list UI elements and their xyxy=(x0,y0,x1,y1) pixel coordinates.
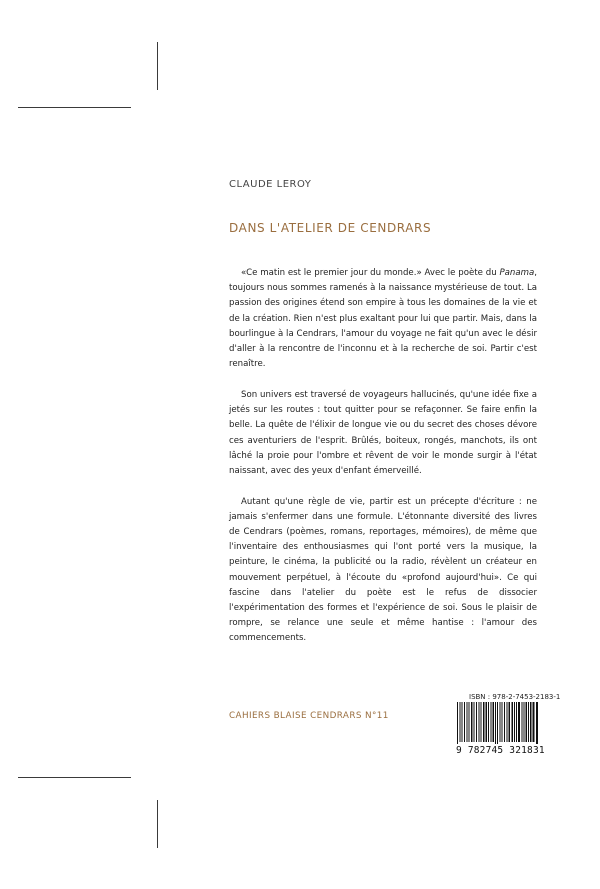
barcode-bar xyxy=(483,702,485,742)
crop-mark-bottom-horizontal xyxy=(18,777,131,778)
barcode-bar xyxy=(491,702,492,742)
barcode-bar xyxy=(488,702,489,742)
blurb-text xyxy=(229,266,537,662)
barcode-bar xyxy=(457,702,458,744)
barcode-bar xyxy=(486,702,488,742)
barcode-bar xyxy=(507,702,508,742)
barcode-bar xyxy=(509,702,511,742)
barcode-bar xyxy=(512,702,514,742)
barcode-bar xyxy=(536,702,538,744)
blurb-paragraph-2: Son univers est traversé de voyageurs hallucinés, qu'une idée fixe a jetés sur les routes : tout quitter pour se refaçonner. Se faire enfin la belle. La quête de l'élixir de longue vie ou du secret des choses dévore ces aventuriers de l'esprit. Brûlés, boiteux, rongés, manchots, ils ont lâché la proie pour l'ombre et rêvent de voir le monde surgir à l'état naissant, avec des yeux d'enfant émerveillé. xyxy=(229,389,537,476)
barcode-bar xyxy=(493,702,495,742)
barcode-bar xyxy=(479,702,480,742)
isbn-label: ISBN : 978-2-7453-2183-1 xyxy=(469,693,561,701)
barcode-bar xyxy=(460,702,461,742)
crop-mark-top-horizontal xyxy=(18,107,131,108)
barcode-bar xyxy=(516,702,517,742)
blurb-paragraph-1-end: , toujours nous sommes ramenés à la naissance mystérieuse de tout. La passion des origines étend son empire à tous les domaines de la vie et de la création. Rien n'est plus exaltant pour lui que partir. Mais, dans la bourlingue à la Cendrars, l'amour du voyage ne fait qu'un avec le désir d'aller à la rencontre de l'inconnu et à la recherche de soi. Partir c'est renaître. xyxy=(229,268,537,370)
barcode-bar xyxy=(514,702,515,742)
barcode-bar xyxy=(469,702,470,742)
author-name: CLAUDE LEROY xyxy=(229,179,312,190)
barcode-bar xyxy=(533,702,535,742)
book-title: DANS L'ATELIER DE CENDRARS xyxy=(229,221,432,235)
barcode-bar xyxy=(526,702,528,742)
barcode-bar xyxy=(528,702,529,742)
panama-title: Panama xyxy=(499,268,535,278)
blurb-paragraph-1-start: «Ce matin est le premier jour du monde.» Avec le poète du xyxy=(241,268,500,278)
crop-mark-bottom-vertical xyxy=(157,800,158,848)
blurb-paragraph-1 xyxy=(229,266,537,372)
barcode-bar xyxy=(530,702,532,742)
barcode-bar xyxy=(522,702,523,742)
barcode-bar xyxy=(474,702,475,742)
barcode-bar xyxy=(476,702,477,742)
barcode-bars xyxy=(456,702,538,744)
barcode-bar xyxy=(462,702,463,742)
barcode-bar xyxy=(518,702,520,742)
blurb-paragraph-3: Autant qu'une règle de vie, partir est un précepte d'écriture : ne jamais s'enfermer dans une formule. L'étonnante diversité des livres de Cendrars (poèmes, romans, reportages, mémoires), de même que l'inventaire des enthousiasmes qui l'ont porté vers la musique, la peinture, le cinéma, la publicité ou la radio, révèlent un créateur en mouvement perpétuel, à l'écoute du «profond aujourd'hui». Ce qui fascine dans l'atelier du poète est le refus de dissocier l'expérimentation des formes et l'expérience de soi. Sous le plaisir de rompre, se relance une seule et même hantise : l'amour des commencements. xyxy=(229,496,537,644)
barcode-bar xyxy=(464,702,465,742)
barcode-bar xyxy=(495,702,496,744)
barcode-bar xyxy=(504,702,505,742)
barcode-digits: 9 782745 321831 xyxy=(456,745,545,756)
crop-mark-top-vertical xyxy=(157,42,158,90)
barcode-bar xyxy=(500,702,501,742)
barcode-bar xyxy=(481,702,482,742)
series-name: CAHIERS BLAISE CENDRARS N°11 xyxy=(229,711,389,721)
barcode-bar xyxy=(467,702,468,742)
barcode-bar xyxy=(471,702,473,742)
barcode-bar xyxy=(524,702,525,742)
barcode-bar xyxy=(497,702,498,744)
barcode-bar xyxy=(502,702,503,742)
